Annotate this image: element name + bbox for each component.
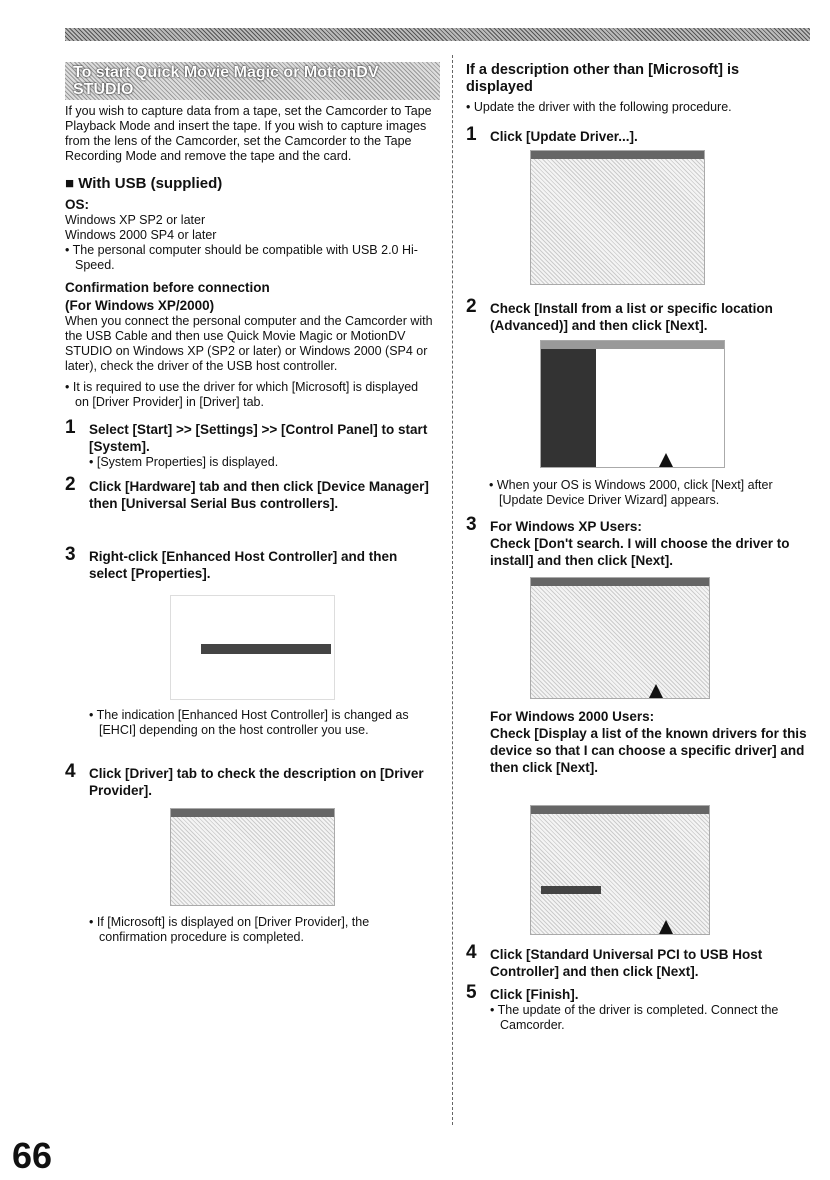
header-band	[65, 28, 810, 41]
step-number: 1	[466, 124, 477, 145]
right-step-4	[466, 942, 811, 980]
wizard-screenshot	[540, 340, 725, 468]
step-note: • [System Properties] is displayed.	[89, 455, 279, 469]
usb-heading: ■ With USB (supplied)	[65, 175, 223, 192]
right-step-3	[466, 514, 811, 569]
right-step-2	[466, 296, 811, 334]
os-note: • The personal computer should be compatible with USB 2.0 Hi-Speed.	[65, 243, 418, 272]
step-number: 3	[466, 514, 477, 535]
left-step-2	[65, 474, 435, 512]
os-1: Windows XP SP2 or later	[65, 213, 206, 227]
step-number: 3	[65, 544, 76, 565]
section-heading: To start Quick Movie Magic or MotionDV STUDIO	[65, 62, 440, 100]
right-heading: If a description other than [Microsoft] is displayed	[466, 62, 740, 95]
xp-search-screenshot	[530, 577, 710, 699]
w2k-search-screenshot	[530, 805, 710, 935]
confirm-heading: Confirmation before connection	[65, 280, 270, 295]
confirm-note: • It is required to use the driver for which [Microsoft] is displayed on [Driver Provider] in [Driver] tab.	[65, 380, 419, 409]
step-number: 2	[65, 474, 76, 495]
confirm-sub: (For Windows XP/2000)	[65, 298, 215, 313]
step-4-note: • If [Microsoft] is displayed on [Driver Provider], the confirmation procedure is completed.	[89, 915, 370, 944]
step-note: • The update of the driver is completed. Connect the Camcorder.	[490, 1003, 779, 1032]
w2k-section	[466, 708, 811, 776]
driver-tab-screenshot	[170, 808, 335, 906]
column-divider	[452, 55, 453, 1125]
w2k-heading: For Windows 2000 Users:	[490, 709, 655, 724]
step-text: Right-click [Enhanced Host Controller] and then select [Properties].	[89, 549, 398, 581]
xp-text: Check [Don't search. I will choose the driver to install] and then click [Next].	[490, 536, 790, 568]
step-text: Click [Finish].	[490, 987, 579, 1002]
w2k-text: Check [Display a list of the known drivers for this device so that I can choose a specific driver] and then click [Next].	[490, 726, 807, 775]
step-number: 4	[466, 942, 477, 963]
step-number: 5	[466, 982, 477, 1003]
step-text: Click [Hardware] tab and then click [Device Manager] then [Universal Serial Bus controllers].	[89, 479, 429, 511]
right-intro: • Update the driver with the following procedure.	[466, 100, 732, 114]
step-text: Check [Install from a list or specific location (Advanced)] and then click [Next].	[490, 301, 773, 333]
right-step-1	[466, 124, 806, 145]
intro-text: If you wish to capture data from a tape, set the Camcorder to Tape Playback Mode and insert the tape. If you wish to capture images from the lens of the Camcorder, set the Camcorder to the Tape Recording Mode and remove the tape and the card.	[65, 104, 432, 163]
step-text: Click [Standard Universal PCI to USB Host Controller] and then click [Next].	[490, 947, 763, 979]
update-driver-screenshot	[530, 150, 705, 285]
os-label: OS:	[65, 197, 90, 212]
step-text: Click [Update Driver...].	[490, 129, 638, 144]
left-step-3	[65, 544, 435, 582]
right-step-5	[466, 982, 811, 1033]
left-step-4	[65, 761, 435, 799]
step-number: 2	[466, 296, 477, 317]
device-manager-screenshot	[170, 595, 335, 700]
step-number: 1	[65, 417, 76, 438]
os-2: Windows 2000 SP4 or later	[65, 228, 217, 242]
confirm-text: When you connect the personal computer and the Camcorder with the USB Cable and then use Quick Movie Magic or MotionDV STUDIO on Windows XP (SP2 or later) or Windows 2000 (SP4 or later), check the driver of the USB host controller.	[65, 314, 433, 373]
step-3-note: • The indication [Enhanced Host Controller] is changed as [EHCI] depending on the host controller you use.	[89, 708, 409, 737]
step-text: Select [Start] >> [Settings] >> [Control Panel] to start [System].	[89, 422, 428, 454]
xp-heading: For Windows XP Users:	[490, 519, 642, 534]
step-text: Click [Driver] tab to check the description on [Driver Provider].	[89, 766, 424, 798]
step-number: 4	[65, 761, 76, 782]
step-2-note: • When your OS is Windows 2000, click [Next] after [Update Device Driver Wizard] appears.	[489, 478, 773, 507]
page-number: 66	[12, 1135, 53, 1176]
left-step-1	[65, 417, 435, 470]
